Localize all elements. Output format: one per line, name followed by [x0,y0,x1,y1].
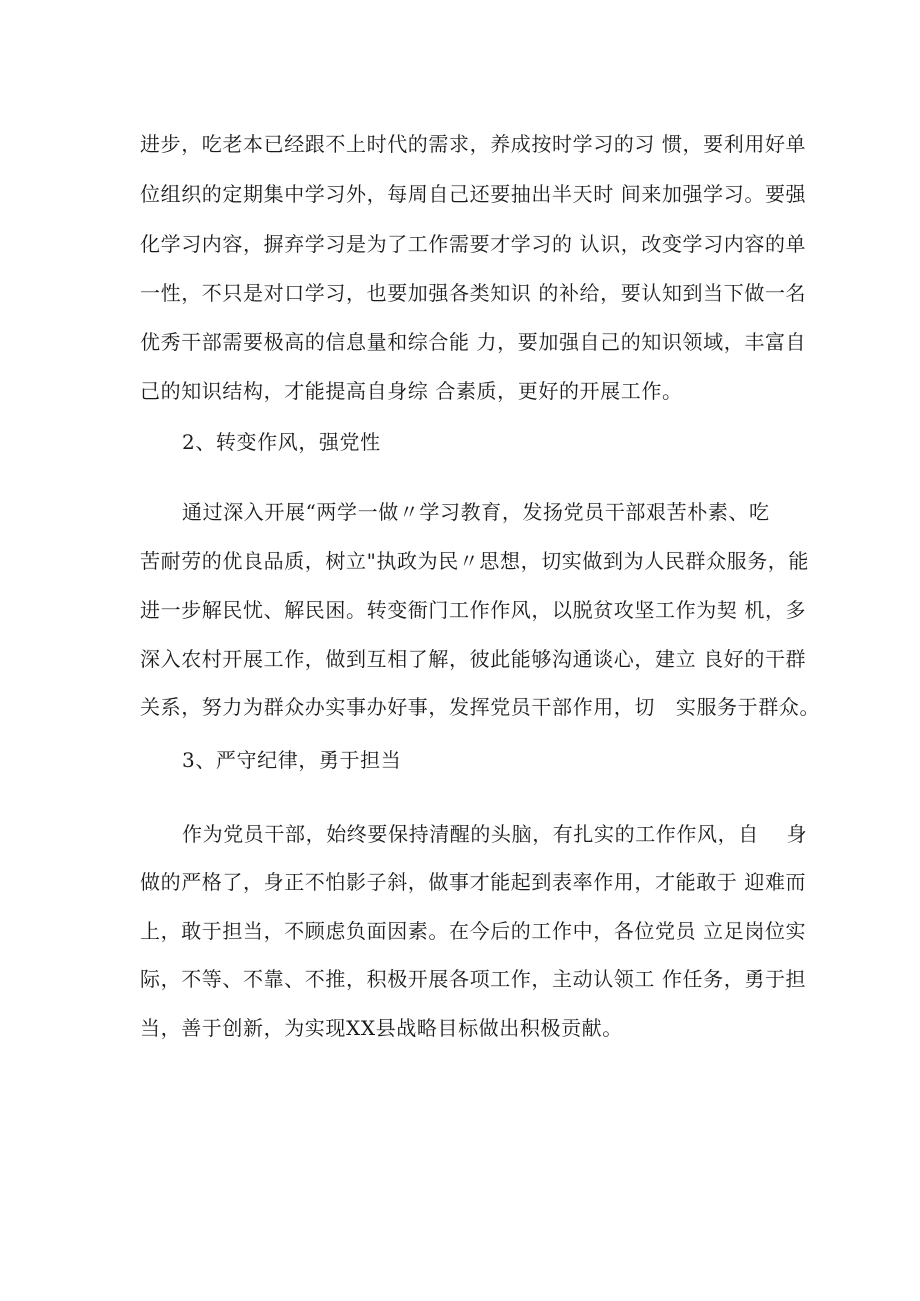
paragraph-1-line-6: 己的知识结构，才能提高自身综 合素质，更好的开展工作。 [140,379,683,403]
section-heading-2: 2、转变作风，强党性 [182,430,381,454]
paragraph-3-line-4: 际，不等、不靠、不推，积极开展各项工作，主动认领工 作任务，勇于担 [140,967,807,991]
paragraph-3-line-3: 上，敢于担当，不顾虑负面因素。在今后的工作中，各位党员 立足岗位实 [140,919,807,943]
paragraph-1-line-3: 化学习内容，摒弃学习是为了工作需要才学习的 认识，改变学习内容的单 [140,232,807,256]
paragraph-1-line-5: 优秀干部需要极高的信息量和综合能 力，要加强自己的知识领域，丰富自 [140,330,807,354]
section-heading-3: 3、严守纪律，勇于担当 [182,748,402,772]
paragraph-2-line-3: 进一步解民忧、解民困。转变衙门工作作风，以脱贫攻坚工作为契 机，多 [140,598,807,622]
paragraph-2-line-2: 苦耐劳的优良品质，树立"执政为民〃思想，切实做到为人民群众服务，能 [140,549,809,573]
paragraph-1-line-2: 位组织的定期集中学习外，每周自己还要抽出半天时 间来加强学习。要强 [140,182,807,206]
paragraph-1-line-4: 一性，不只是对口学习，也要加强各类知识 的补给，要认知到当下做一名 [140,281,807,305]
paragraph-2-line-4: 深入农村开展工作，做到互相了解，彼此能够沟通谈心，建立 良好的干群 [140,647,807,671]
paragraph-2-line-5: 关系，努力为群众办实事办好事，发挥党员干部作用，切 实服务于群众。 [140,695,821,719]
paragraph-2-line-1: 通过深入开展“两学一做〃学习教育，发扬党员干部艰苦朴素、吃 [182,500,770,524]
paragraph-3-line-5: 当，善于创新，为实现XX县战略目标做出积极贡献。 [140,1016,623,1040]
paragraph-1-line-1: 进步，吃老本已经跟不上时代的需求，养成按时学习的习 惯，要利用好单 [140,132,807,156]
paragraph-3-line-2: 做的严格了，身正不怕影子斜，做事才能起到表率作用，才能敢于 迎难而 [140,870,807,894]
paragraph-3-line-1: 作为党员干部，始终要保持清醒的头脑，有扎实的工作作风，自 身 [182,822,808,846]
